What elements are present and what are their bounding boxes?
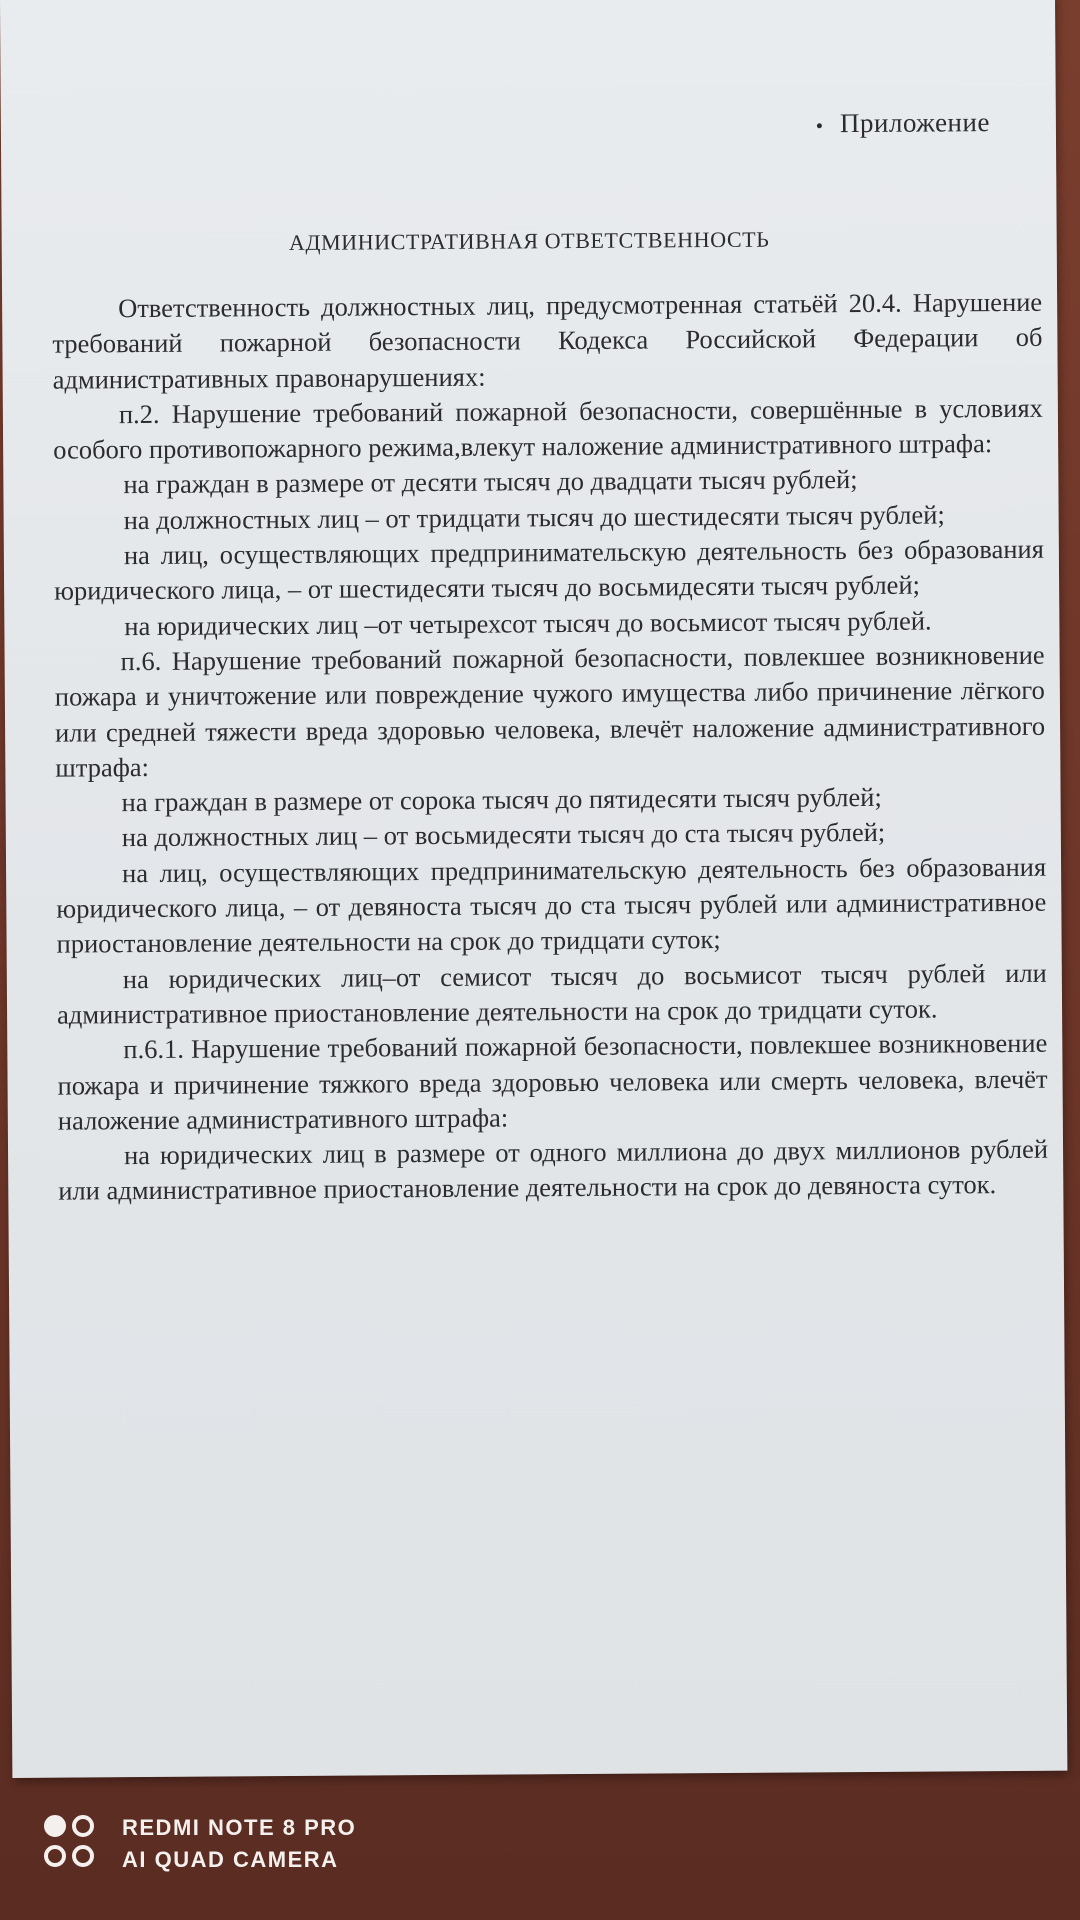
paragraph-intro: Ответственность должностных лиц, предусмотренная статьёй 20.4. Нарушение требований пожарной безопасности Кодекса Российской Федерации об административных правонарушениях: [52,286,1043,395]
watermark-text [122,1812,356,1876]
document-title: АДМИНИСТРАТИВНАЯ ОТВЕТСТВЕННОСТЬ [288,226,770,255]
paragraph-p6-officials: на должностных лиц – от восьмидесяти тысяч до ста тысяч рублей; [121,817,886,853]
paragraph-p6-entrepreneurs: на лиц, осуществляющих предпринимательскую деятельность без образования юридического лица, – от девяноста тысяч до ста тысяч рублей или административное приостановление деятельности на срок до тридцати суток; [56,851,1047,959]
watermark-model: REDMI NOTE 8 PRO [122,1815,357,1840]
paragraph-p2-officials: на должностных лиц – от тридцати тысяч до шестидесяти тысяч рублей; [123,499,945,535]
annex-label [817,107,990,139]
paragraph-p6-citizens: на граждан в размере от сорока тысяч до пятидесяти тысяч рублей; [121,782,882,818]
paragraph-p6-legal-entities: на юридических лиц–от семисот тысяч до восьмисот тысяч рублей или административное приостановление деятельности на срок до тридцати суток. [56,957,1047,1030]
watermark-camera: AI QUAD CAMERA [122,1847,339,1872]
paragraph-p2-heading: п.2. Нарушение требований пожарной безопасности, совершённые в условиях особого противопожарного режима,влекут наложение административного штрафа: [53,392,1043,465]
document-body [52,285,1048,1210]
paragraph-p2-legal-entities: на юридических лиц –от четырехсот тысяч до восьмисот тысяч рублей. [124,605,932,641]
camera-lens-icon [44,1815,102,1873]
paragraph-p6-heading: п.6. Нарушение требований пожарной безопасности, повлекшее возникновение пожара и уничтожение или повреждение чужого имущества либо причинение лёгкого или средней тяжести вреда здоровью человека, влечёт наложение административного штрафа: [54,639,1046,783]
bullet-icon [817,124,822,129]
paragraph-p2-citizens: на граждан в размере от десяти тысяч до двадцати тысяч рублей; [123,464,858,500]
paragraph-p2-entrepreneurs: на лиц, осуществляющих предпринимательскую деятельность без образования юридического лица, – от шестидесяти тысяч до восьмидесяти тысяч рублей; [54,533,1044,607]
paragraph-p61-legal-entities: на юридических лиц в размере от одного миллиона до двух миллионов рублей или административное приостановление деятельности на срок до девяноста суток. [58,1133,1049,1207]
camera-watermark [44,1812,356,1876]
paragraph-p61-heading: п.6.1. Нарушение требований пожарной безопасности, повлекшее возникновение пожара и причинение тяжкого вреда здоровью человека или смерть человека, влечёт наложение административного штрафа: [57,1027,1048,1136]
annex-label-text: Приложение [839,107,990,139]
